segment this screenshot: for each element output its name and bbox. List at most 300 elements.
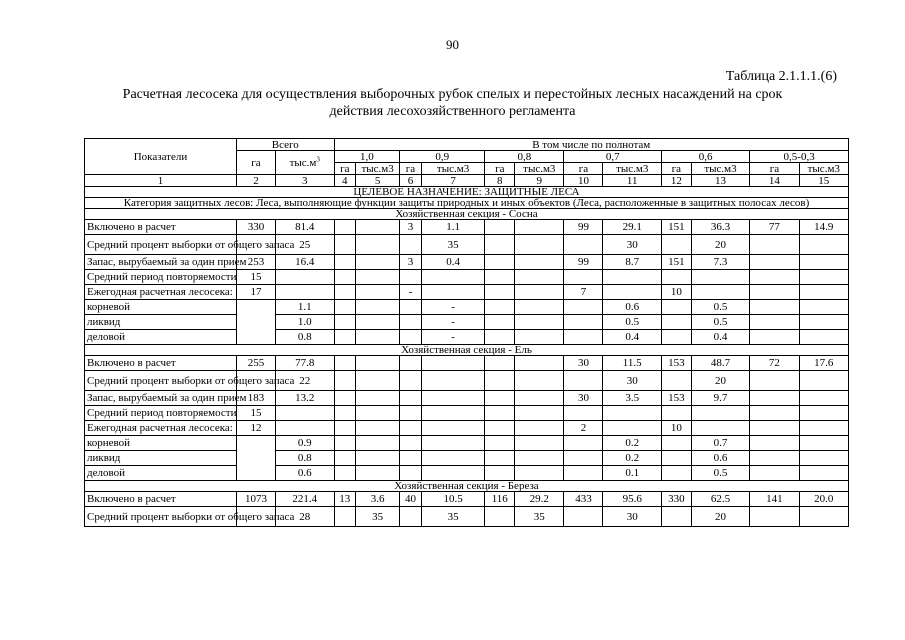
document-title (0, 86, 905, 120)
table-row (85, 371, 849, 391)
table-cell (515, 406, 564, 421)
table-cell (515, 421, 564, 436)
section-caption-row (85, 209, 849, 220)
table-cell (603, 406, 662, 421)
table-row (85, 220, 849, 235)
table-subrow (85, 451, 849, 466)
table-cell: 7.3 (691, 255, 750, 270)
table-cell: 153 (661, 391, 691, 406)
density-header: 0,6 (661, 151, 749, 163)
table-cell (799, 436, 848, 451)
table-cell (485, 330, 515, 345)
table-cell (485, 315, 515, 330)
table-cell: 20 (691, 371, 750, 391)
table-cell (799, 451, 848, 466)
category-caption-row (85, 198, 849, 209)
table-cell (750, 330, 799, 345)
unit-header: га (564, 163, 603, 175)
table-cell: 10 (661, 421, 691, 436)
table-cell (421, 270, 485, 285)
table-cell (334, 255, 356, 270)
table-cell (515, 285, 564, 300)
unit-header: га (661, 163, 691, 175)
table-cell: 151 (661, 255, 691, 270)
page-number: 90 (446, 37, 459, 52)
column-number: 7 (421, 175, 485, 187)
table-cell (750, 466, 799, 481)
table-cell: 0.5 (603, 315, 662, 330)
table-cell (356, 220, 400, 235)
column-number: 13 (691, 175, 750, 187)
table-cell (485, 220, 515, 235)
table-cell: 183 (236, 391, 275, 406)
table-cell (515, 270, 564, 285)
unit-header: тыс.м3 (799, 163, 848, 175)
table-cell: 1.1 (421, 220, 485, 235)
table-cell (421, 371, 485, 391)
table-subrow (85, 436, 849, 451)
table-cell (515, 235, 564, 255)
table-cell (564, 451, 603, 466)
table-cell: 81.4 (275, 220, 334, 235)
table-cell: 0.6 (603, 300, 662, 315)
table-cell: 0.8 (275, 330, 334, 345)
column-number: 2 (236, 175, 275, 187)
table-cell: 0.4 (691, 330, 750, 345)
merged-blank-cell (236, 436, 275, 481)
column-number: 12 (661, 175, 691, 187)
table-cell: 151 (661, 220, 691, 235)
table-cell (515, 330, 564, 345)
table-cell (799, 315, 848, 330)
table-cell (400, 315, 422, 330)
table-cell: 10 (661, 285, 691, 300)
section-caption-row (85, 481, 849, 492)
including-header: В том числе по полнотам (334, 139, 849, 151)
table-cell (356, 421, 400, 436)
table-cell (400, 391, 422, 406)
table-cell (356, 371, 400, 391)
table-cell: 0.5 (691, 466, 750, 481)
table-cell (334, 330, 356, 345)
unit-header: га (334, 163, 356, 175)
table-cell (750, 507, 799, 527)
table-cell (515, 356, 564, 371)
row-label: Ежегодная расчетная лесосека: (85, 285, 237, 300)
table-cell: 433 (564, 492, 603, 507)
table-cell (275, 421, 334, 436)
unit-header: тыс.м3 (691, 163, 750, 175)
table-cell: 35 (421, 507, 485, 527)
table-cell (334, 436, 356, 451)
table-cell (356, 436, 400, 451)
table-cell (564, 315, 603, 330)
row-label: Средний процент выборки от общего запаса (85, 371, 237, 391)
table-cell: 0.6 (275, 466, 334, 481)
table-cell: 3.6 (356, 492, 400, 507)
row-label: Средний процент выборки от общего запаса (85, 507, 237, 527)
table-cell: 35 (515, 507, 564, 527)
table-cell (485, 270, 515, 285)
row-label: Включено в расчет (85, 356, 237, 371)
table-cell (421, 451, 485, 466)
table-cell (661, 371, 691, 391)
table-row (85, 492, 849, 507)
table-cell: 17 (236, 285, 275, 300)
unit-header: тыс.м3 (603, 163, 662, 175)
table-cell: 9.7 (691, 391, 750, 406)
row-label: ликвид (85, 451, 237, 466)
table-cell (421, 466, 485, 481)
table-cell (661, 507, 691, 527)
table-cell (661, 300, 691, 315)
table-cell: 20.0 (799, 492, 848, 507)
table-cell (750, 235, 799, 255)
unit-header: тыс.м3 (421, 163, 485, 175)
column-number: 15 (799, 175, 848, 187)
table-row (85, 507, 849, 527)
table-cell (485, 371, 515, 391)
table-cell (750, 436, 799, 451)
table-row (85, 285, 849, 300)
table-cell (400, 466, 422, 481)
density-header: 0,8 (485, 151, 564, 163)
table-cell (275, 406, 334, 421)
table-cell: 35 (356, 507, 400, 527)
table-cell (485, 391, 515, 406)
row-label: Средний период повторяемости (85, 406, 237, 421)
table-cell: 30 (564, 391, 603, 406)
table-cell: 330 (236, 220, 275, 235)
column-number: 1 (85, 175, 237, 187)
column-number: 3 (275, 175, 334, 187)
table-cell (356, 466, 400, 481)
table-cell (603, 270, 662, 285)
table-cell (485, 451, 515, 466)
table-cell (750, 421, 799, 436)
table-cell: 0.1 (603, 466, 662, 481)
table-cell (799, 270, 848, 285)
table-cell (400, 507, 422, 527)
column-number: 9 (515, 175, 564, 187)
table-body (85, 187, 849, 527)
table-cell: 0.2 (603, 436, 662, 451)
table-cell (485, 466, 515, 481)
table-cell (515, 466, 564, 481)
table-cell (564, 300, 603, 315)
table-cell (334, 270, 356, 285)
table-subrow (85, 315, 849, 330)
table-row (85, 356, 849, 371)
table-cell: 11.5 (603, 356, 662, 371)
column-number: 4 (334, 175, 356, 187)
table-cell (485, 285, 515, 300)
table-cell: 0.2 (603, 451, 662, 466)
table-cell (750, 406, 799, 421)
table-cell (799, 300, 848, 315)
table-cell: 255 (236, 356, 275, 371)
purpose-caption-row (85, 187, 849, 198)
table-cell (661, 235, 691, 255)
table-cell: 28 (275, 507, 334, 527)
row-label: деловой (85, 466, 237, 481)
table-cell: 7 (564, 285, 603, 300)
table-cell (421, 421, 485, 436)
table-cell: 20 (691, 235, 750, 255)
table-cell (334, 220, 356, 235)
table-cell: 77 (750, 220, 799, 235)
table-cell (400, 406, 422, 421)
column-number-row (85, 175, 849, 187)
table-cell (799, 235, 848, 255)
table-cell (400, 235, 422, 255)
table-cell: 13 (334, 492, 356, 507)
table-cell (661, 466, 691, 481)
table-row (85, 406, 849, 421)
table-cell: 3.5 (603, 391, 662, 406)
section-caption: Хозяйственная секция - Ель (85, 345, 849, 356)
column-number: 5 (356, 175, 400, 187)
unit-header: тыс.м3 (356, 163, 400, 175)
table-cell (485, 356, 515, 371)
row-label: Включено в расчет (85, 492, 237, 507)
density-header: 1,0 (334, 151, 400, 163)
table-cell: 48.7 (691, 356, 750, 371)
table-cell: 95.6 (603, 492, 662, 507)
table-cell (661, 451, 691, 466)
section-caption: Хозяйственная секция - Береза (85, 481, 849, 492)
table-cell: 62.5 (691, 492, 750, 507)
table-cell: - (421, 315, 485, 330)
table-cell (275, 270, 334, 285)
row-label: Запас, вырубаемый за один прием (85, 255, 237, 270)
table-cell (421, 356, 485, 371)
table-cell (799, 285, 848, 300)
table-cell (400, 330, 422, 345)
table-cell (356, 235, 400, 255)
total-header: Всего (236, 139, 334, 151)
table-cell (400, 421, 422, 436)
table-subrow (85, 466, 849, 481)
table-cell (334, 451, 356, 466)
table-cell (334, 466, 356, 481)
row-label: Запас, вырубаемый за один прием (85, 391, 237, 406)
table-cell (515, 255, 564, 270)
table-cell: 12 (236, 421, 275, 436)
table-cell (485, 507, 515, 527)
table-cell (334, 300, 356, 315)
table-cell: 0.5 (691, 300, 750, 315)
table-label: Таблица 2.1.1.1.(6) (725, 69, 837, 84)
table-cell: 3 (400, 255, 422, 270)
table-cell (603, 421, 662, 436)
table-cell (421, 436, 485, 451)
table-cell (750, 391, 799, 406)
table-cell (799, 255, 848, 270)
table-cell (799, 371, 848, 391)
table-cell (421, 406, 485, 421)
table-cell (515, 315, 564, 330)
table-row (85, 255, 849, 270)
table-cell: 99 (564, 220, 603, 235)
table-cell (515, 436, 564, 451)
table-cell (661, 315, 691, 330)
table-cell (485, 421, 515, 436)
table-cell (334, 391, 356, 406)
category-caption: Категория защитных лесов: Леса, выполняющие функции защиты природных и иных объектов (Леса, расположенные в защитных полосах лесов) (85, 198, 849, 209)
table-cell (334, 285, 356, 300)
table-cell (515, 300, 564, 315)
table-cell: 15 (236, 406, 275, 421)
table-cell (356, 315, 400, 330)
title-line-2: действия лесохозяйственного регламента (329, 104, 576, 119)
table-cell: 116 (485, 492, 515, 507)
table-cell (691, 421, 750, 436)
table-cell: 1073 (236, 492, 275, 507)
purpose-caption: ЦЕЛЕВОЕ НАЗНАЧЕНИЕ: ЗАЩИТНЫЕ ЛЕСА (85, 187, 849, 198)
table-cell: 77.8 (275, 356, 334, 371)
table-cell (356, 285, 400, 300)
table-cell: 330 (661, 492, 691, 507)
column-number: 8 (485, 175, 515, 187)
section-caption: Хозяйственная секция - Сосна (85, 209, 849, 220)
table-cell (564, 270, 603, 285)
table-cell (485, 436, 515, 451)
table-cell (334, 421, 356, 436)
table-cell: 35 (421, 235, 485, 255)
table-cell (485, 255, 515, 270)
table-cell: 30 (603, 235, 662, 255)
table-cell (421, 285, 485, 300)
table-cell (691, 285, 750, 300)
table-cell (750, 451, 799, 466)
table-cell (356, 356, 400, 371)
table-cell: 0.9 (275, 436, 334, 451)
table-cell (334, 315, 356, 330)
column-number: 6 (400, 175, 422, 187)
table-cell: 0.4 (421, 255, 485, 270)
unit-header: тыс.м3 (515, 163, 564, 175)
table-cell: 17.6 (799, 356, 848, 371)
table-cell: - (421, 300, 485, 315)
density-header: 0,9 (400, 151, 485, 163)
table-cell: 36.3 (691, 220, 750, 235)
table-cell: 15 (236, 270, 275, 285)
table-cell: 29.2 (515, 492, 564, 507)
table-cell (334, 371, 356, 391)
table-cell: 99 (564, 255, 603, 270)
unit-header: га (750, 163, 799, 175)
table-cell (400, 300, 422, 315)
table-cell (400, 371, 422, 391)
table-cell (661, 270, 691, 285)
table-cell (661, 406, 691, 421)
table-cell (750, 255, 799, 270)
table-cell (485, 406, 515, 421)
row-label: ликвид (85, 315, 237, 330)
table-cell (356, 300, 400, 315)
unit-header: га (400, 163, 422, 175)
table-cell (485, 235, 515, 255)
table-row (85, 391, 849, 406)
table-cell (750, 270, 799, 285)
table-cell (334, 406, 356, 421)
row-label: деловой (85, 330, 237, 345)
table-cell: 8.7 (603, 255, 662, 270)
table-cell (691, 270, 750, 285)
table-cell (661, 436, 691, 451)
table-cell: 40 (400, 492, 422, 507)
table-cell: 10.5 (421, 492, 485, 507)
felling-table (84, 138, 849, 527)
column-number: 11 (603, 175, 662, 187)
table-cell: 25 (275, 235, 334, 255)
unit-header: га (485, 163, 515, 175)
table-cell: 0.5 (691, 315, 750, 330)
table-cell: 141 (750, 492, 799, 507)
table-cell: 0.8 (275, 451, 334, 466)
table-cell: 30 (603, 507, 662, 527)
table-header (85, 139, 849, 187)
table-cell (799, 406, 848, 421)
table-cell: 22 (275, 371, 334, 391)
table-cell (564, 371, 603, 391)
table-cell: 30 (603, 371, 662, 391)
table-cell: - (421, 330, 485, 345)
table-cell (334, 235, 356, 255)
table-cell (334, 507, 356, 527)
table-cell (356, 451, 400, 466)
total-volume-header: $тыс.м^3$ (275, 151, 334, 175)
table-cell: 221.4 (275, 492, 334, 507)
table-cell: 0.6 (691, 451, 750, 466)
table-cell (421, 391, 485, 406)
total-ha-header: га (236, 151, 275, 175)
table-cell: 253 (236, 255, 275, 270)
table-subrow (85, 330, 849, 345)
table-cell (603, 285, 662, 300)
table-cell: 3 (400, 220, 422, 235)
density-header: 0,5-0,3 (750, 151, 849, 163)
table-cell: 2 (564, 421, 603, 436)
column-number: 14 (750, 175, 799, 187)
density-header: 0,7 (564, 151, 662, 163)
table-cell (515, 220, 564, 235)
section-caption-row (85, 345, 849, 356)
table-cell: 30 (564, 356, 603, 371)
table-cell: 29.1 (603, 220, 662, 235)
table-cell (564, 436, 603, 451)
title-line-1: Расчетная лесосека для осуществления выборочных рубок спелых и перестойных лесных насаждений на срок (122, 87, 783, 102)
merged-blank-cell (236, 300, 275, 345)
table-cell: - (400, 285, 422, 300)
table-cell (275, 285, 334, 300)
column-number: 10 (564, 175, 603, 187)
table-cell (799, 391, 848, 406)
table-cell (564, 466, 603, 481)
table-row (85, 421, 849, 436)
table-cell (356, 255, 400, 270)
table-cell (564, 507, 603, 527)
row-label: Средний процент выборки от общего запаса (85, 235, 237, 255)
table-cell: 13.2 (275, 391, 334, 406)
table-cell (400, 356, 422, 371)
table-cell: 14.9 (799, 220, 848, 235)
table-subrow (85, 300, 849, 315)
table-cell (356, 330, 400, 345)
indicators-header: Показатели (85, 139, 237, 175)
table-cell (400, 270, 422, 285)
